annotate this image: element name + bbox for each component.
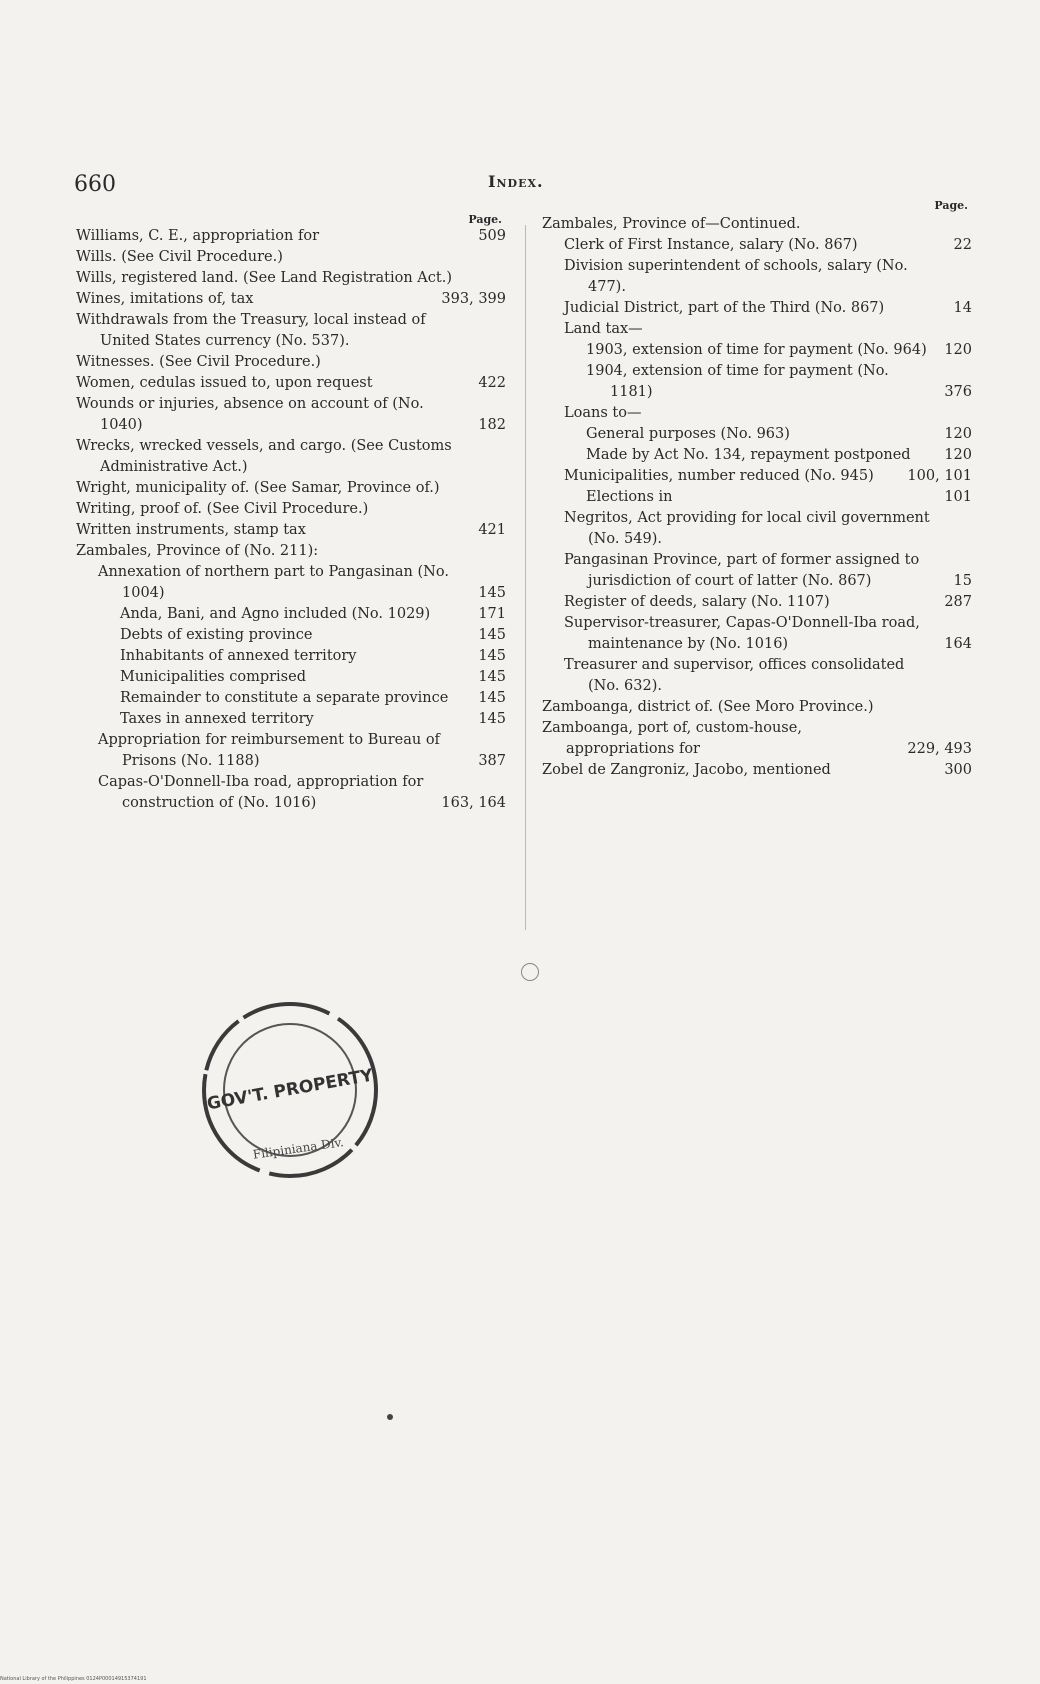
index-entry	[542, 319, 972, 340]
index-entry	[76, 499, 506, 520]
index-entry-text: Division superintendent of schools, salary (No. 477).	[564, 258, 908, 295]
page-number: 660	[74, 172, 116, 197]
index-entry-page: 120	[944, 447, 972, 463]
index-entry-text: Inhabitants of annexed territory	[120, 648, 357, 664]
index-entry-page: 229, 493	[907, 741, 972, 757]
index-entry-text: Written instruments, stamp tax	[76, 522, 306, 538]
index-entry-text: Negritos, Act providing for local civil government (No. 549).	[564, 510, 930, 547]
index-entry	[542, 340, 972, 361]
index-entry	[542, 613, 972, 655]
index-entry-page: 287	[944, 594, 972, 610]
index-entry-page: 15	[953, 573, 972, 589]
index-entry	[76, 268, 506, 289]
index-entry	[542, 235, 972, 256]
index-entry	[76, 373, 506, 394]
index-entry-text: Judicial District, part of the Third (No. 867)	[564, 300, 885, 316]
index-entry-text: Zambales, Province of—Continued.	[542, 216, 801, 232]
index-entry	[542, 508, 972, 550]
index-entry	[542, 697, 972, 718]
index-entry-text: Wills, registered land. (See Land Registration Act.)	[76, 270, 452, 286]
page-column-heading: Page.	[934, 199, 968, 212]
index-entry	[542, 718, 972, 760]
index-entry-page: 120	[944, 426, 972, 442]
index-entry	[542, 550, 972, 592]
index-entry-page: 145	[478, 669, 506, 685]
index-entry-text: Zambales, Province of (No. 211):	[76, 543, 319, 559]
stamp-center-text: GOV'T. PROPERTY	[205, 1065, 375, 1115]
index-entry-text: Women, cedulas issued to, upon request	[76, 375, 373, 391]
index-entry-text: Annexation of northern part to Pangasinan (No. 1004)	[98, 564, 449, 601]
index-entry	[76, 394, 506, 436]
index-entry-text: Wright, municipality of. (See Samar, Province of.)	[76, 480, 440, 496]
ink-dot	[387, 1414, 393, 1420]
index-entry-text: Register of deeds, salary (No. 1107)	[564, 594, 830, 610]
index-entry	[76, 310, 506, 352]
index-entry	[542, 256, 972, 298]
index-entry-text: Land tax—	[564, 321, 643, 337]
index-entry	[76, 625, 506, 646]
index-entry	[76, 688, 506, 709]
index-entry-text: General purposes (No. 963)	[586, 426, 790, 442]
index-entry	[76, 772, 506, 814]
index-entry-text: Debts of existing province	[120, 627, 313, 643]
index-entry-text: Capas-O'Donnell-Iba road, appropriation for construction of (No. 1016)	[98, 774, 424, 811]
index-entry-page: 387	[478, 753, 506, 769]
index-entry-text: Withdrawals from the Treasury, local instead of United States currency (No. 537).	[76, 312, 426, 349]
stamp-bottom-text: Filipiniana Div.	[251, 1135, 345, 1162]
index-entry	[542, 445, 972, 466]
index-entry	[76, 541, 506, 562]
index-entry-page: 182	[478, 417, 506, 433]
running-head: Index.	[488, 172, 544, 191]
index-entry	[76, 562, 506, 604]
index-entry-page: 509	[478, 228, 506, 244]
index-entry	[76, 646, 506, 667]
index-entry-text: Loans to—	[564, 405, 642, 421]
index-entry-text: Wills. (See Civil Procedure.)	[76, 249, 283, 265]
index-entry-text: Remainder to constitute a separate province	[120, 690, 449, 706]
index-entry-page: 120	[944, 342, 972, 358]
index-entry-text: Wrecks, wrecked vessels, and cargo. (See Customs Administrative Act.)	[76, 438, 452, 475]
index-entry-page: 101	[944, 489, 972, 505]
index-entry-text: Municipalities, number reduced (No. 945)	[564, 468, 874, 484]
column-divider	[525, 225, 526, 930]
index-entry	[542, 760, 972, 781]
index-entry	[76, 436, 506, 478]
index-entry	[542, 655, 972, 697]
index-entry	[76, 730, 506, 772]
index-entry-page: 421	[478, 522, 506, 538]
index-entry	[542, 487, 972, 508]
index-entry-page: 145	[478, 711, 506, 727]
index-entry-text: Witnesses. (See Civil Procedure.)	[76, 354, 321, 370]
index-entry-page: 100, 101	[907, 468, 972, 484]
index-entry	[542, 424, 972, 445]
scan-footer: National Library of the Philippines 0124P00014915374191	[0, 1676, 147, 1682]
index-entry-text: Appropriation for reimbursement to Bureau of Prisons (No. 1188)	[98, 732, 440, 769]
index-entry-text: Treasurer and supervisor, offices consolidated (No. 632).	[564, 657, 905, 694]
index-entry-page: 171	[478, 606, 506, 622]
circle-mark	[521, 963, 539, 981]
index-entry-page: 393, 399	[441, 291, 506, 307]
index-entry-page: 422	[478, 375, 506, 391]
index-entry	[542, 361, 972, 403]
index-entry-text: Elections in	[586, 489, 673, 505]
index-entry-text: Williams, C. E., appropriation for	[76, 228, 319, 244]
index-entry	[76, 604, 506, 625]
library-stamp	[195, 995, 385, 1185]
index-entry-page: 14	[953, 300, 972, 316]
index-column-right	[542, 199, 972, 781]
index-entry	[542, 592, 972, 613]
index-entry-text: Made by Act No. 134, repayment postponed	[586, 447, 911, 463]
index-entry-text: 1903, extension of time for payment (No. 964)	[586, 342, 927, 358]
index-entry	[76, 709, 506, 730]
index-entry	[76, 478, 506, 499]
index-entry	[542, 403, 972, 424]
index-entry-page: 145	[478, 585, 506, 601]
index-entry-page: 164	[944, 636, 972, 652]
index-column-left	[76, 214, 506, 814]
index-entry-text: Anda, Bani, and Agno included (No. 1029)	[120, 606, 431, 622]
index-entry-text: Writing, proof of. (See Civil Procedure.)	[76, 501, 369, 517]
index-entry-text: 1904, extension of time for payment (No. 1181)	[586, 363, 889, 400]
index-entry-text: Zamboanga, port of, custom-house, appropriations for	[542, 720, 802, 757]
index-entry-page: 145	[478, 627, 506, 643]
index-entry-text: Taxes in annexed territory	[120, 711, 314, 727]
index-entry-page: 22	[953, 237, 972, 253]
index-entry	[76, 247, 506, 268]
index-entry-text: Zobel de Zangroniz, Jacobo, mentioned	[542, 762, 831, 778]
index-entry-page: 376	[944, 384, 972, 400]
index-entry	[542, 214, 972, 235]
index-entry	[76, 520, 506, 541]
index-entry-text: Supervisor-treasurer, Capas-O'Donnell-Iba road, maintenance by (No. 1016)	[564, 615, 920, 652]
index-entry	[76, 226, 506, 247]
index-entry-page: 163, 164	[441, 795, 506, 811]
index-entry-text: Municipalities comprised	[120, 669, 306, 685]
index-entry-text: Zamboanga, district of. (See Moro Province.)	[542, 699, 874, 715]
index-entry	[542, 298, 972, 319]
index-entry	[76, 667, 506, 688]
index-entry	[76, 352, 506, 373]
index-entry-text: Wines, imitations of, tax	[76, 291, 254, 307]
index-entry-text: Wounds or injuries, absence on account of (No. 1040)	[76, 396, 424, 433]
index-entry	[76, 289, 506, 310]
index-entry-page: 145	[478, 648, 506, 664]
index-entry	[542, 466, 972, 487]
index-entry-page: 300	[944, 762, 972, 778]
index-entry-page: 145	[478, 690, 506, 706]
page-column-heading: Page.	[468, 213, 502, 226]
index-entry-text: Pangasinan Province, part of former assigned to jurisdiction of court of latter (No. 867)	[564, 552, 920, 589]
index-entry-text: Clerk of First Instance, salary (No. 867)	[564, 237, 858, 253]
